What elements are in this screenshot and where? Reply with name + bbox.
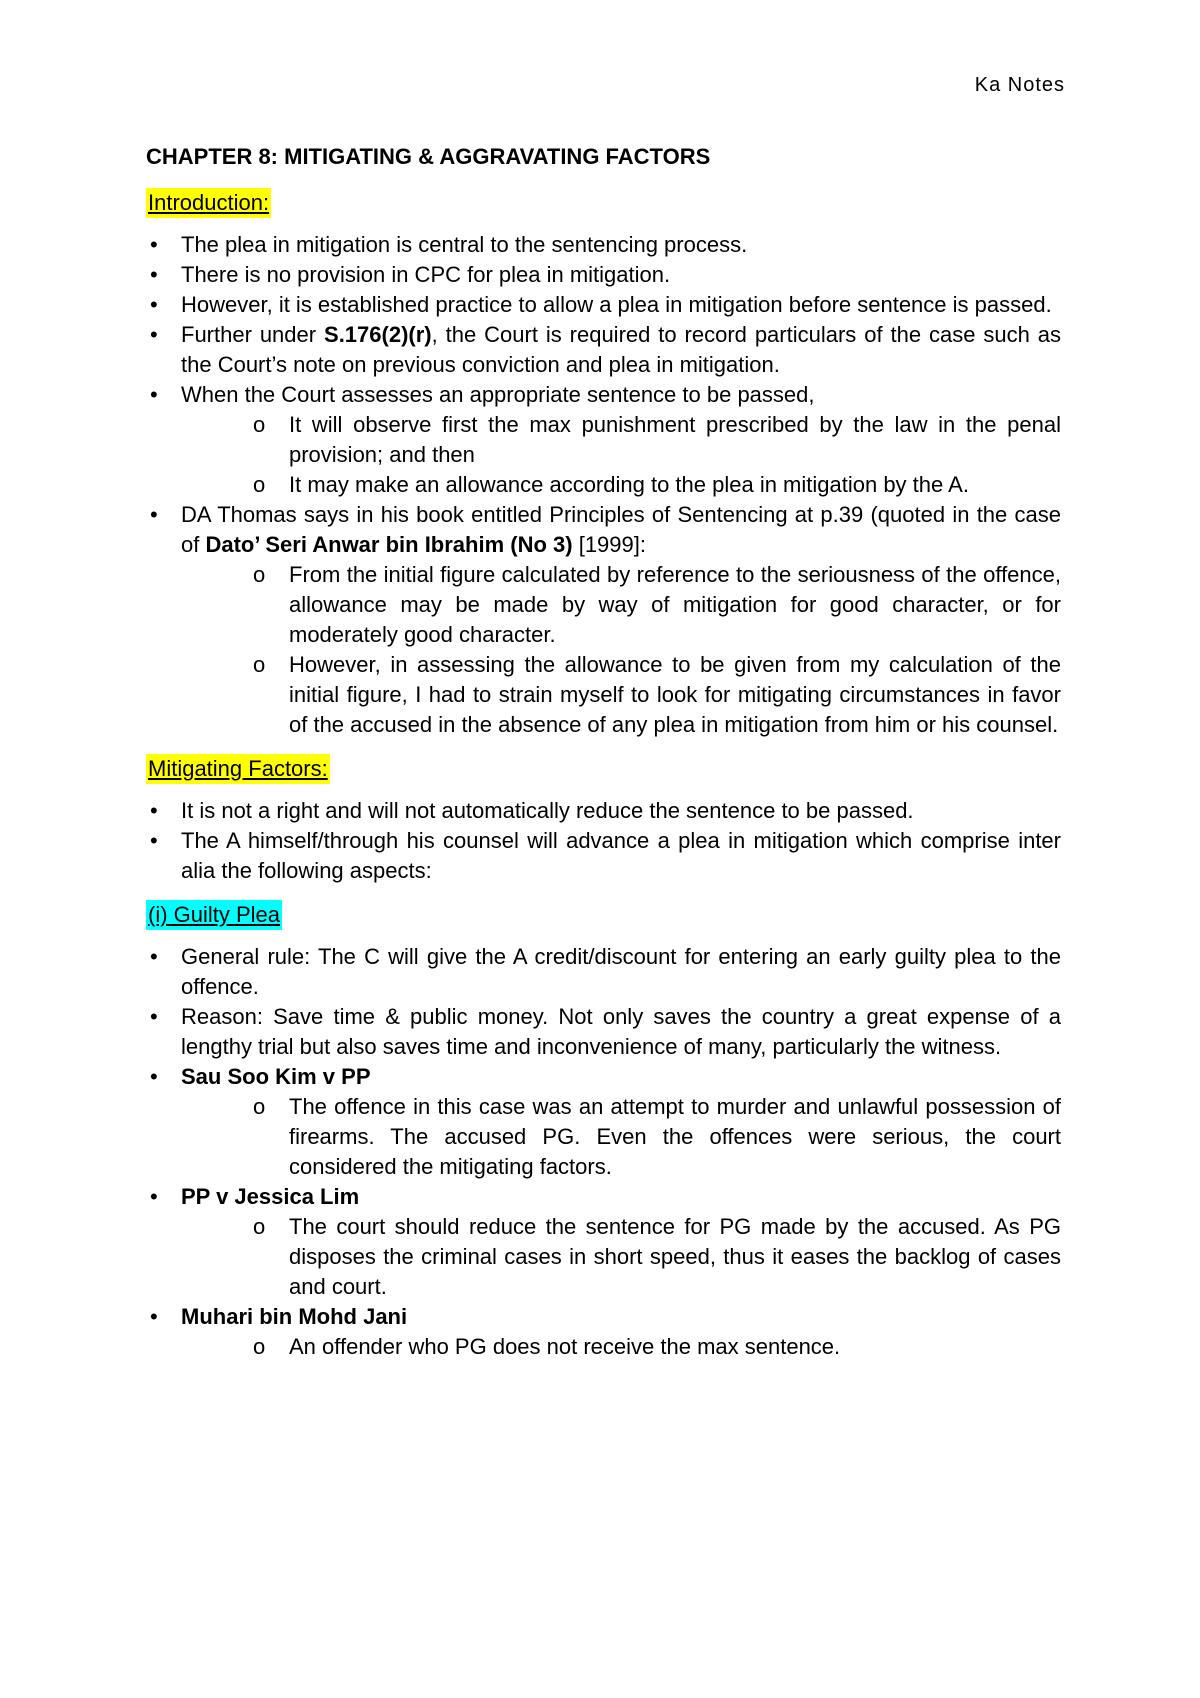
list-item	[146, 1062, 1061, 1182]
list-item	[146, 1302, 1061, 1362]
list-item-text: When the Court assesses an appropriate sentence to be passed,	[181, 382, 815, 407]
sub-list-item: o It will observe first the max punishment prescribed by the law in the penal provision; and then	[181, 410, 1061, 470]
list-item	[146, 1182, 1061, 1302]
introduction-bullet-list	[146, 230, 1061, 740]
list-item-text: [1999]:	[572, 532, 646, 557]
case-name: Muhari bin Mohd Jani	[181, 1304, 408, 1329]
sub-list	[181, 1092, 1061, 1182]
statute-reference: S.176(2)(r)	[324, 322, 432, 347]
sub-list	[181, 1212, 1061, 1302]
document-body	[146, 142, 1061, 1376]
list-item-text: DA Thomas says in his book entitled Principles of Sentencing at p.39 (quoted in the case of	[181, 502, 1061, 557]
list-item: • The plea in mitigation is central to the sentencing process.	[146, 230, 1061, 260]
section-heading-mitigating-factors: Mitigating Factors:	[146, 754, 330, 784]
sub-list-item: o From the initial figure calculated by reference to the seriousness of the offence, allowance may be made by way of mitigation for good character, or for moderately good character.	[181, 560, 1061, 650]
list-item-text: Further under	[181, 322, 325, 347]
sub-list-item: o The offence in this case was an attempt to murder and unlawful possession of firearms. The accused PG. Even the offences were serious, the court considered the mitigating factors.	[181, 1092, 1061, 1182]
chapter-title: CHAPTER 8: MITIGATING & AGGRAVATING FACTORS	[146, 144, 711, 169]
guilty-plea-bullet-list	[146, 942, 1061, 1362]
list-item	[146, 380, 1061, 500]
list-item: • It is not a right and will not automatically reduce the sentence to be passed.	[146, 796, 1061, 826]
sub-list-item: o However, in assessing the allowance to be given from my calculation of the initial figure, I had to strain myself to look for mitigating circumstances in favor of the accused in the absence of any plea in mitigation from him or his counsel.	[181, 650, 1061, 740]
header-brand: Ka Notes	[974, 74, 1065, 96]
list-item: • The A himself/through his counsel will advance a plea in mitigation which comprise inter alia the following aspects:	[146, 826, 1061, 886]
case-name: PP v Jessica Lim	[181, 1184, 360, 1209]
case-name: Sau Soo Kim v PP	[181, 1064, 371, 1089]
mitigating-bullet-list	[146, 796, 1061, 886]
section-heading-introduction: Introduction:	[146, 188, 271, 218]
sub-list-item: o An offender who PG does not receive the max sentence.	[181, 1332, 1061, 1362]
section-heading-guilty-plea: (i) Guilty Plea	[146, 900, 282, 930]
list-item: • Reason: Save time & public money. Not only saves the country a great expense of a lengthy trial but also saves time and inconvenience of many, particularly the witness.	[146, 1002, 1061, 1062]
list-item	[146, 320, 1061, 380]
sub-list	[181, 410, 1061, 500]
case-name: Dato’ Seri Anwar bin Ibrahim (No 3)	[205, 532, 573, 557]
sub-list	[181, 1332, 1061, 1362]
list-item	[146, 500, 1061, 740]
sub-list	[181, 560, 1061, 740]
list-item: • There is no provision in CPC for plea in mitigation.	[146, 260, 1061, 290]
list-item: • General rule: The C will give the A credit/discount for entering an early guilty plea to the offence.	[146, 942, 1061, 1002]
list-item-text: , the Court is required to record particulars of the case such as the Court’s note on previous conviction and plea in mitigation.	[181, 322, 1061, 377]
sub-list-item: o The court should reduce the sentence for PG made by the accused. As PG disposes the criminal cases in short speed, thus it eases the backlog of cases and court.	[181, 1212, 1061, 1302]
list-item: • However, it is established practice to allow a plea in mitigation before sentence is passed.	[146, 290, 1061, 320]
sub-list-item: o It may make an allowance according to the plea in mitigation by the A.	[181, 470, 1061, 500]
